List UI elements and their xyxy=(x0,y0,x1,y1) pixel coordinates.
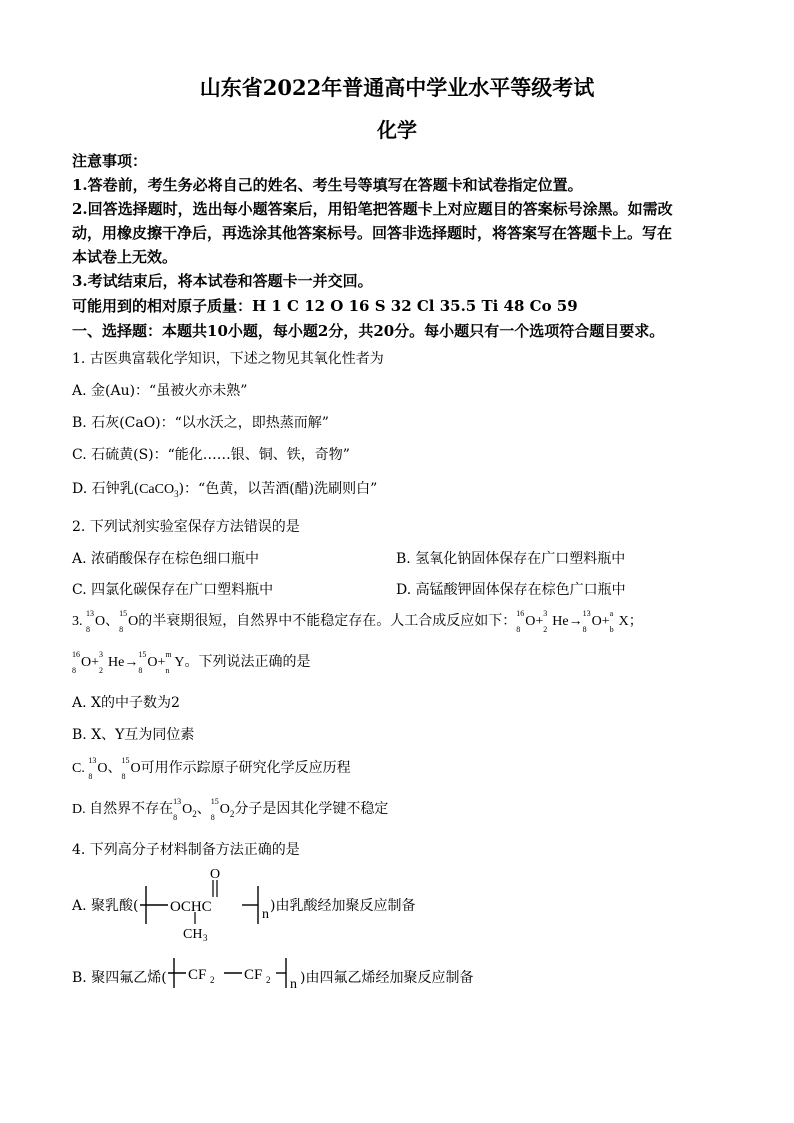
q1-option-a: A. 金(Au)：“虽被火亦未熟” xyxy=(72,383,248,399)
q1-option-b: B. 石灰(CaO)：“以水沃之，即热蒸而解” xyxy=(72,415,329,431)
section-heading: 一、选择题：本题共10小题，每小题2分，共20分。每小题只有一个选项符合题目要求。 xyxy=(72,322,665,340)
carbonyl-oxygen: O xyxy=(210,867,221,882)
q2-option-a: A. 浓硝酸保存在棕色细口瓶中 xyxy=(72,551,260,567)
svg-text:3: 3 xyxy=(203,933,208,942)
subject-title: 化学 xyxy=(377,118,417,142)
notice-item-2-line-2: 动，用橡皮擦干净后，再选涂其他答案标号。回答非选择题时，将答案写在答题卡上。写在 xyxy=(72,224,673,242)
notice-item-3: 3.考试结束后，将本试卷和答题卡一并交回。 xyxy=(72,272,373,290)
ptfe-structure xyxy=(168,952,308,996)
nuclide-o13: 13 8 O xyxy=(86,609,106,634)
nuclide-o15: 15 8 O xyxy=(119,609,139,634)
q3-option-b: B. X、Y互为同位素 xyxy=(72,727,195,743)
notice-item-1: 1.答卷前，考生务必将自己的姓名、考生号等填写在答题卡和试卷指定位置。 xyxy=(72,176,583,194)
q3-stem-line-1: 3. 13 8 O、 15 8 O的半衰期很短，自然界中不能稳定存在。人工合成反应如下： 16 8 O+ 3 2 He→ 13 8 O+ a b X； xyxy=(72,609,643,634)
svg-text:2: 2 xyxy=(266,975,271,985)
q1-stem: 1. 古医典富载化学知识，下述之物见其氧化性者为 xyxy=(72,351,384,367)
repeat-n: n xyxy=(290,977,297,992)
q3-option-a: A. X的中子数为2 xyxy=(72,695,180,711)
notice-item-2-line-1: 2.回答选择题时，选出每小题答案后，用铅笔把答题卡上对应题目的答案标号涂黑。如需改 xyxy=(72,200,673,218)
svg-text:2: 2 xyxy=(210,975,215,985)
q2-option-c: C. 四氯化碳保存在广口塑料瓶中 xyxy=(72,582,274,598)
notice-heading: 注意事项： xyxy=(72,152,148,170)
methyl-group: CH xyxy=(183,927,203,942)
repeat-n: n xyxy=(262,907,269,922)
q4-stem: 4. 下列高分子材料制备方法正确的是 xyxy=(72,842,300,858)
q3-option-c: C. 13 8 O、 15 8 O可用作示踪原子研究化学反应历程 xyxy=(72,756,351,781)
q3-option-d: D. 自然界不存在 13 8 $O_2$、 15 8 $O_2$分子是因其化学键不稳定 xyxy=(72,797,389,822)
caco3-formula: CaCO xyxy=(139,482,175,497)
q3-stem-line-2: 16 8 O+ 3 2 He→ 15 8 O+ m n Y。下列说法正确的是 xyxy=(72,650,311,675)
q4-option-a-suffix: )由乳酸经加聚反应制备 xyxy=(270,898,416,914)
cf2-right: CF xyxy=(244,967,263,983)
q2-option-d: D. 高锰酸钾固体保存在棕色广口瓶中 xyxy=(396,582,626,598)
cf2-left: CF xyxy=(188,967,207,983)
q1-option-c: C. 石硫黄(S)：“能化……银、铜、铁，奇物” xyxy=(72,447,350,463)
q2-stem: 2. 下列试剂实验室保存方法错误的是 xyxy=(72,519,300,535)
q2-option-b: B. 氢氧化钠固体保存在广口塑料瓶中 xyxy=(396,551,626,567)
q1-option-d: D. 石钟乳(CaCO$_3$)：“色黄，以苦酒(醋)洗刷则白” xyxy=(72,481,378,499)
q4-option-b-suffix: )由四氟乙烯经加聚反应制备 xyxy=(300,970,474,986)
page-title: 山东省2022年普通高中学业水平等级考试 xyxy=(199,75,595,100)
q4-option-b-prefix: B. 聚四氟乙烯( xyxy=(72,970,167,986)
notice-item-2-line-3: 本试卷上无效。 xyxy=(72,248,178,266)
ochc-text: OCHC xyxy=(170,899,212,915)
q4-option-a-prefix: A. 聚乳酸( xyxy=(72,898,139,914)
atomic-masses: 可能用到的相对原子质量：H 1 C 12 O 16 S 32 Cl 35.5 Ti 48 Co 59 xyxy=(72,297,578,315)
